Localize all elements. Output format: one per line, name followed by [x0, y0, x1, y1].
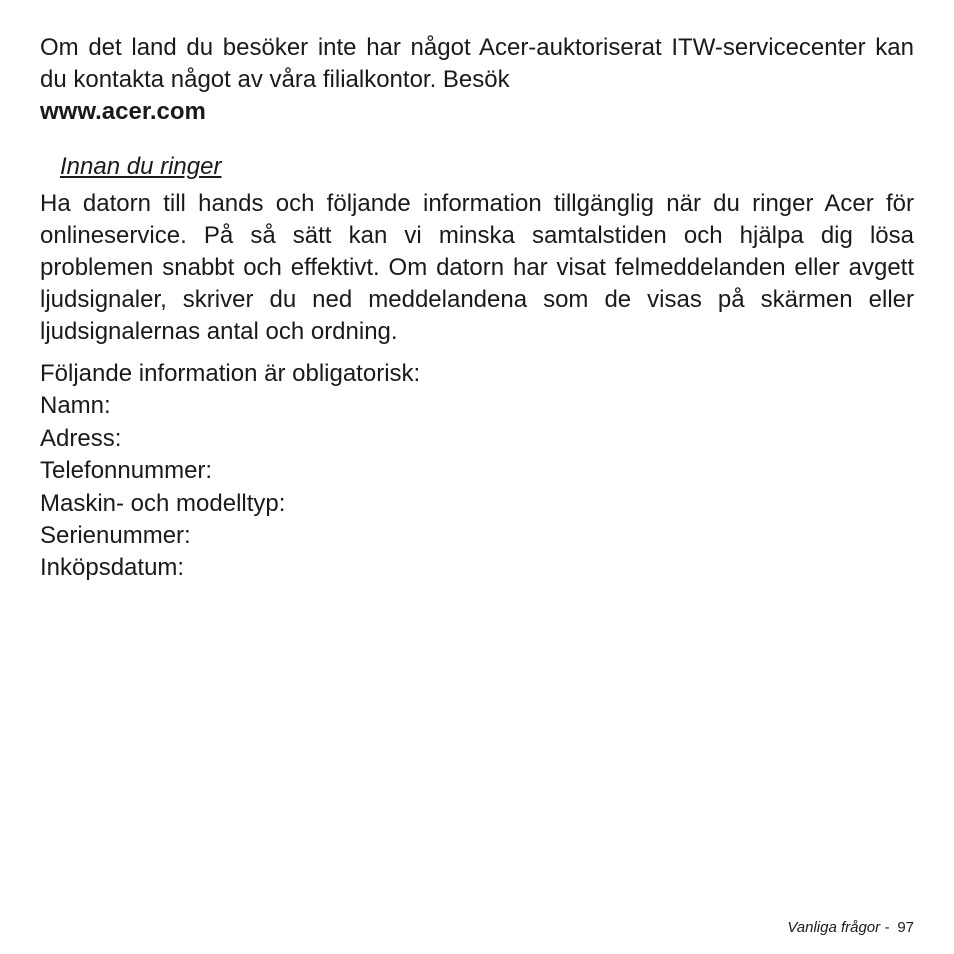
section-paragraph: Ha datorn till hands och följande information tillgänglig när du ringer Acer för onlineservice. På så sätt kan vi minska samtalstiden och hjälpa dig lösa problemen snabbt och effektivt. Om datorn har visat felmeddelanden eller avgett ljudsignaler, skriver du ned meddelandena som de visas på skärmen eller ljudsignalernas antal och ordning.	[40, 190, 914, 345]
intro-text: Om det land du besöker inte har något Acer-auktoriserat ITW-servicecenter kan du kontakta något av våra filialkontor. Besök	[40, 34, 914, 93]
acer-website-url: www.acer.com	[40, 98, 206, 125]
footer-section-title: Vanliga frågor -	[787, 919, 890, 936]
field-serial-number: Serienummer:	[40, 522, 191, 550]
required-info-intro: Följande information är obligatorisk:	[40, 360, 421, 387]
page-footer	[787, 918, 914, 938]
field-purchase-date: Inköpsdatum:	[40, 554, 185, 582]
document-page	[40, 32, 914, 585]
field-name: Namn:	[40, 392, 111, 420]
field-machine-model-type: Maskin- och modelltyp:	[40, 489, 286, 517]
section-heading: Innan du ringer	[60, 153, 222, 180]
intro-paragraph	[40, 32, 914, 128]
field-address: Adress:	[40, 424, 122, 452]
page-number: 97	[897, 919, 914, 936]
field-phone-number: Telefonnummer:	[40, 457, 213, 485]
required-info-list	[40, 358, 914, 585]
